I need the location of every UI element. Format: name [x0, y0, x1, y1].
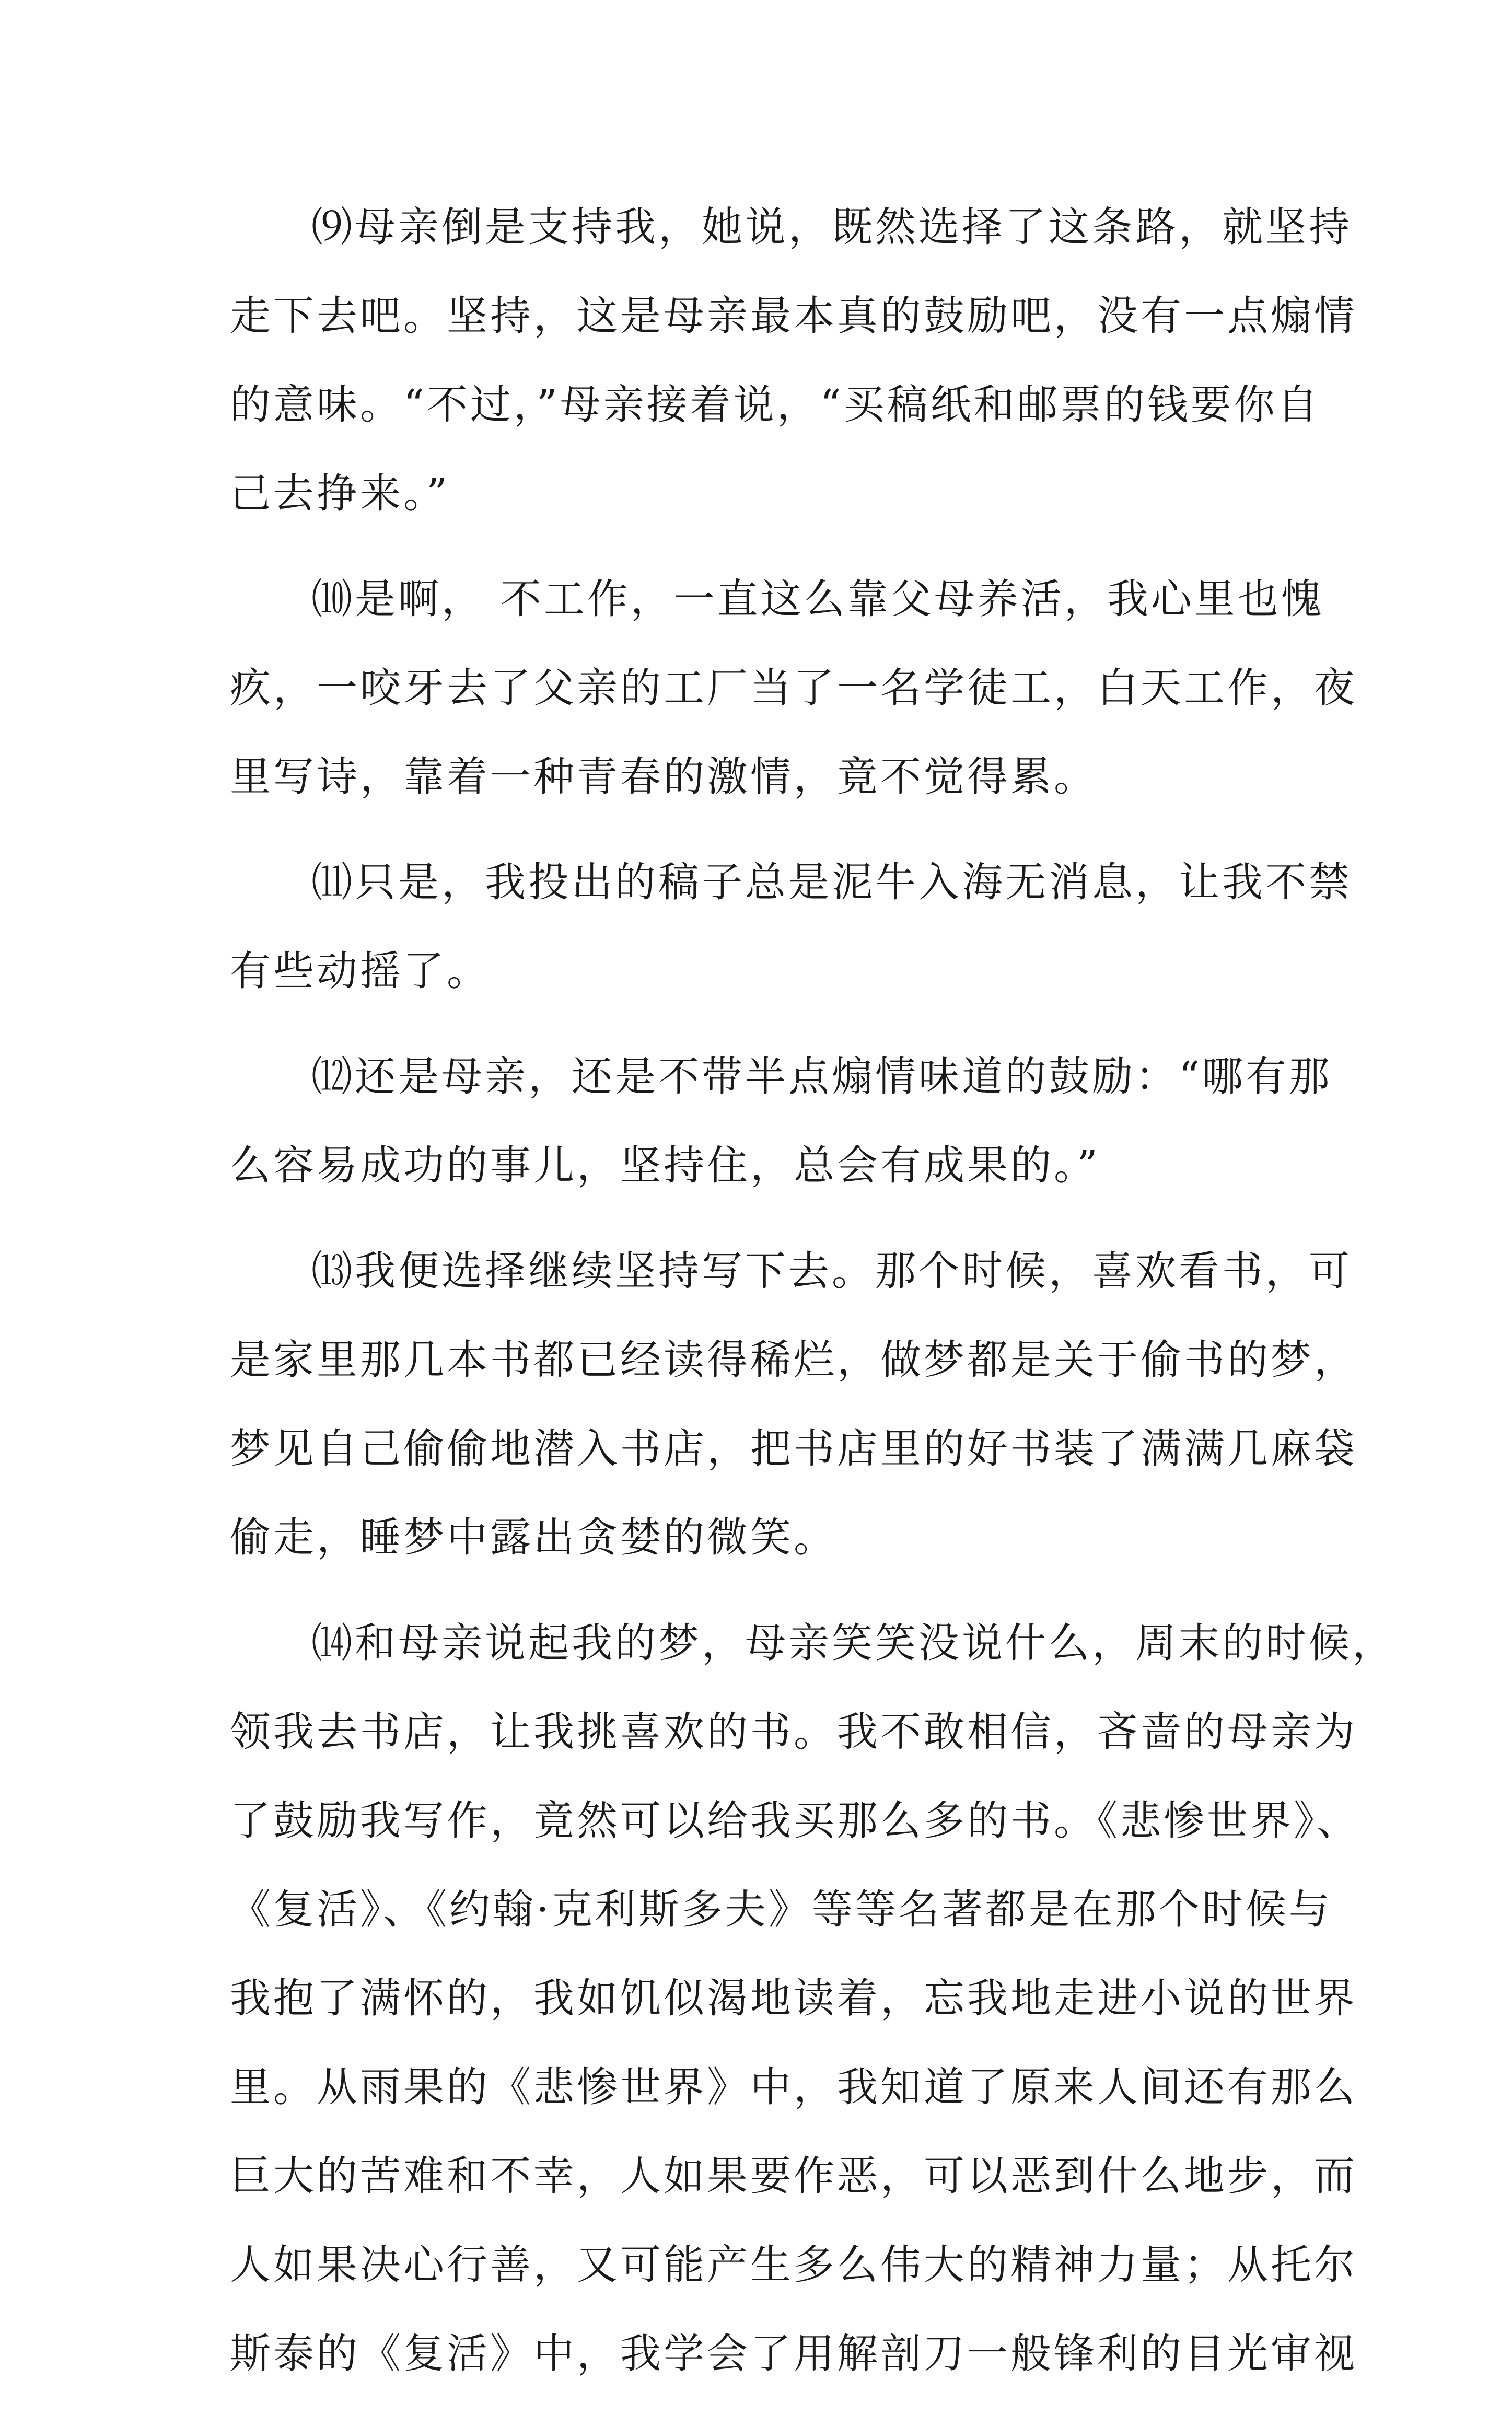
text-line: 梦见自己偷偷地潜入书店，把书店里的好书装了满满几麻袋: [230, 1425, 1358, 1472]
text-line: ⑽是啊， 不工作，一直这么靠父母养活，我心里也愧: [311, 576, 1324, 623]
paragraph-9: [230, 183, 1358, 538]
text-line: 么容易成功的事儿，坚持住，总会有成果的。”: [230, 1142, 1100, 1189]
text-line: 是家里那几本书都已经读得稀烂，做梦都是关于偷书的梦，: [230, 1337, 1358, 1384]
text-line: ⑿还是母亲，还是不带半点煽情味道的鼓励：“哪有那: [311, 1053, 1332, 1100]
paragraph-11: [230, 838, 1353, 1016]
text-line: 《复活》、《约翰·克利斯多夫》等等名著都是在那个时候与: [230, 1886, 1332, 1933]
text-line: ⑼母亲倒是支持我，她说，既然选择了这条路，就坚持: [311, 204, 1353, 251]
paragraph-14: [230, 1599, 1396, 2398]
text-line: ⑾只是，我投出的稿子总是泥牛入海无消息，让我不禁: [311, 859, 1353, 906]
text-line: 人如果决心行善，又可能产生多么伟大的精神力量；从托尔: [230, 2242, 1358, 2289]
text-line: 里。从雨果的《悲惨世界》中，我知道了原来人间还有那么: [230, 2064, 1358, 2111]
text-line: 斯泰的《复活》中，我学会了用解剖刀一般锋利的目光审视: [230, 2330, 1358, 2377]
text-line: 领我去书店，让我挑喜欢的书。我不敢相信，吝啬的母亲为: [230, 1709, 1358, 1756]
text-line: 的意味。“不过，”母亲接着说，“买稿纸和邮票的钱要你自: [230, 381, 1321, 428]
paragraph-13: [230, 1227, 1358, 1582]
text-line: 偷走，睡梦中露出贪婪的微笑。: [230, 1514, 838, 1561]
text-line: 走下去吧。坚持，这是母亲最本真的鼓励吧，没有一点煽情: [230, 293, 1358, 340]
text-line: 里写诗，靠着一种青春的激情，竟不觉得累。: [230, 753, 1098, 800]
text-line: 有些动摇了。: [230, 948, 491, 995]
text-line: ⒁和母亲说起我的梦，母亲笑笑没说什么，周末的时候，: [311, 1620, 1396, 1667]
text-line: ⒀我便选择继续坚持写下去。那个时候，喜欢看书，可: [311, 1248, 1353, 1295]
paragraph-12: [230, 1032, 1332, 1210]
text-line: 巨大的苦难和不幸，人如果要作恶，可以恶到什么地步，而: [230, 2153, 1358, 2200]
text-line: 疚，一咬牙去了父亲的工厂当了一名学徒工，白天工作，夜: [230, 665, 1358, 712]
paragraph-10: [230, 555, 1358, 821]
text-line: 了鼓励我写作，竟然可以给我买那么多的书。《悲惨世界》、: [230, 1797, 1360, 1844]
text-line: 我抱了满怀的，我如饥似渴地读着，忘我地走进小说的世界: [230, 1975, 1358, 2022]
text-column: [230, 183, 1396, 2415]
text-line: 己去挣来。”: [230, 470, 450, 517]
